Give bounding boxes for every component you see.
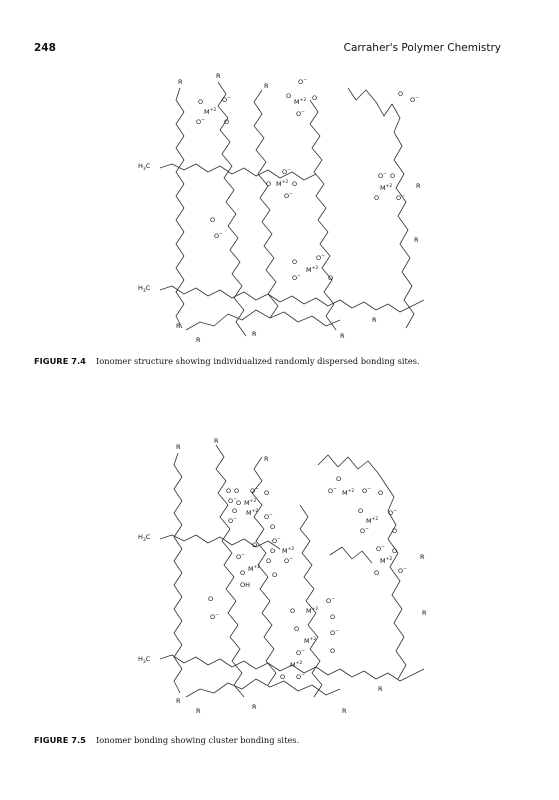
svg-text:M+2: $M^{+2}$ <box>282 547 295 555</box>
figure-7-5 <box>0 435 559 755</box>
svg-text:O−: O− <box>296 673 305 681</box>
svg-text:M+2: $M^{+2}$ <box>304 637 317 645</box>
r-group-label: R <box>420 553 425 561</box>
svg-text:O: O <box>270 547 276 555</box>
polymer-chain <box>348 88 414 328</box>
running-header <box>34 42 501 58</box>
r-group-label: R <box>178 78 183 86</box>
svg-text:O: O <box>392 547 398 555</box>
polymer-chain <box>160 164 316 180</box>
carboxylate-metal-site <box>292 254 333 282</box>
svg-text:O: O <box>294 625 300 633</box>
ionomer-structure-diagram <box>0 60 559 350</box>
r-group-label: R <box>252 330 257 338</box>
figure-label: FIGURE 7.4 <box>34 356 86 366</box>
svg-text:O: O <box>330 647 336 655</box>
figure-label: FIGURE 7.5 <box>34 735 86 745</box>
svg-text:O: O <box>280 673 286 681</box>
carboxylate-site <box>208 595 219 621</box>
svg-text:O−: O− <box>222 96 231 104</box>
carboxylate-metal-site <box>266 168 297 200</box>
r-group-label: R <box>214 437 219 445</box>
svg-text:O−: O− <box>396 194 405 202</box>
r-group-label: R <box>264 455 269 463</box>
figure-caption <box>34 356 420 366</box>
svg-text:M+2: $M^{+2}$ <box>244 499 257 507</box>
svg-text:O−: O− <box>296 649 305 657</box>
polymer-chain <box>300 505 322 697</box>
svg-text:O−: O− <box>272 537 281 545</box>
carboxylate-metal-site <box>280 625 339 681</box>
svg-text:O−: O− <box>228 517 237 525</box>
r-group-label: R <box>340 332 345 340</box>
svg-text:O: O <box>198 98 204 106</box>
ionomer-cluster-diagram <box>0 435 559 735</box>
svg-text:O−: O− <box>388 509 397 517</box>
svg-text:O−: O− <box>282 168 291 176</box>
carboxylate-metal-site <box>398 90 419 104</box>
svg-text:O: O <box>234 487 240 495</box>
svg-text:M+2: $M^{+2}$ <box>380 557 393 565</box>
svg-text:O: O <box>264 489 270 497</box>
svg-text:O: O <box>272 571 278 579</box>
r-group-label: R <box>264 82 269 90</box>
svg-text:O: O <box>374 194 380 202</box>
svg-text:OH: OH <box>240 581 251 589</box>
carboxylate-metal-site <box>196 96 231 126</box>
polymer-chain <box>310 100 336 330</box>
svg-text:O: O <box>240 569 246 577</box>
svg-text:O: O <box>330 613 336 621</box>
r-group-label: R <box>414 236 419 244</box>
r-group-label: R <box>416 182 421 190</box>
polymer-chain <box>160 535 280 549</box>
r-group-label: R <box>372 316 377 324</box>
caption-text: Ionomer bonding showing cluster bonding sites. <box>95 735 300 745</box>
methyl-label: $H_3C$ <box>138 162 151 172</box>
svg-text:O: O <box>336 475 342 483</box>
carboxylate-metal-site <box>328 475 383 497</box>
svg-text:M+2: $M^{+2}$ <box>246 509 259 517</box>
svg-text:M+2: $M^{+2}$ <box>306 266 319 274</box>
svg-text:O: O <box>358 507 364 515</box>
svg-text:O: O <box>292 258 298 266</box>
r-group-label: R <box>216 72 221 80</box>
svg-text:O−: O− <box>292 274 301 282</box>
carboxylate-site <box>210 216 223 240</box>
r-group-label: R <box>176 322 181 330</box>
svg-text:O−: O− <box>376 545 385 553</box>
figure-caption <box>34 735 299 745</box>
caption-text: Ionomer structure showing individualized randomly dispersed bonding sites. <box>95 356 420 366</box>
svg-text:O: O <box>290 607 296 615</box>
svg-text:O: O <box>286 92 292 100</box>
svg-text:M+2: $M^{+2}$ <box>276 180 289 188</box>
svg-text:O−: O− <box>328 487 337 495</box>
svg-text:M+2: $M^{+2}$ <box>294 98 307 106</box>
svg-text:O: O <box>208 595 214 603</box>
r-group-label: R <box>252 703 257 711</box>
figure-7-4 <box>0 60 559 366</box>
r-group-label: R <box>422 609 427 617</box>
svg-text:O: O <box>292 180 298 188</box>
svg-text:O−: O− <box>362 487 371 495</box>
polymer-chain <box>330 547 372 563</box>
svg-text:O−: O− <box>326 597 335 605</box>
polymer-chain <box>186 310 340 330</box>
svg-text:O−: O− <box>236 553 245 561</box>
svg-text:O: O <box>224 118 230 126</box>
r-group-label: R <box>342 707 347 715</box>
carboxylate-metal-site <box>290 597 335 621</box>
svg-text:O: O <box>236 499 242 507</box>
svg-text:M+2: $M^{+2}$ <box>290 661 303 669</box>
svg-text:O−: O− <box>228 497 237 505</box>
svg-text:O: O <box>270 523 276 531</box>
svg-text:O−: O− <box>264 513 273 521</box>
svg-text:M+2: $M^{+2}$ <box>204 108 217 116</box>
svg-text:O: O <box>226 487 232 495</box>
page-number: 248 <box>34 42 56 54</box>
svg-text:O−: O− <box>410 96 419 104</box>
carboxylate-metal-site <box>374 172 405 202</box>
carboxylate-metal-site <box>286 78 317 118</box>
methyl-label: $H_3C$ <box>138 284 151 294</box>
svg-text:O: O <box>378 489 384 497</box>
svg-text:O−: O− <box>296 110 305 118</box>
svg-text:O−: O− <box>360 527 369 535</box>
svg-text:O: O <box>398 90 404 98</box>
svg-text:O−: O− <box>196 118 205 126</box>
svg-text:O−: O− <box>214 232 223 240</box>
book-title: Carraher's Polymer Chemistry <box>343 42 501 54</box>
svg-text:O: O <box>374 569 380 577</box>
svg-text:O: O <box>252 541 258 549</box>
polymer-chain <box>186 679 340 697</box>
svg-text:O: O <box>210 216 216 224</box>
r-group-label: R <box>378 685 383 693</box>
svg-text:M+2: $M^{+2}$ <box>342 489 355 497</box>
polymer-chain <box>176 88 184 328</box>
svg-text:M+2: $M^{+2}$ <box>248 565 261 573</box>
carboxylate-metal-site <box>358 507 397 535</box>
svg-text:O−: O− <box>210 613 219 621</box>
svg-text:O−: O− <box>284 192 293 200</box>
r-group-label: R <box>176 443 181 451</box>
r-group-label: R <box>176 697 181 705</box>
carboxylate-metal-site <box>374 545 407 577</box>
svg-text:O−: O− <box>398 567 407 575</box>
svg-text:O: O <box>392 527 398 535</box>
svg-text:O: O <box>328 274 334 282</box>
polymer-chain <box>254 90 278 318</box>
methyl-label: $H_3C$ <box>138 655 151 665</box>
svg-text:M+2: $M^{+2}$ <box>366 517 379 525</box>
svg-text:O−: O− <box>298 78 307 86</box>
methyl-label: $H_3C$ <box>138 533 151 543</box>
svg-text:O−: O− <box>330 629 339 637</box>
svg-text:O: O <box>312 94 318 102</box>
svg-text:M+2: $M^{+2}$ <box>380 184 393 192</box>
polymer-chain <box>160 286 424 312</box>
svg-text:M+2: $M^{+2}$ <box>306 607 319 615</box>
r-group-label: R <box>196 336 201 344</box>
svg-text:O: O <box>390 172 396 180</box>
r-group-label: R <box>196 707 201 715</box>
svg-text:O−: O− <box>284 557 293 565</box>
svg-text:O: O <box>266 180 272 188</box>
svg-text:O: O <box>266 557 272 565</box>
svg-text:O−: O− <box>378 172 387 180</box>
svg-text:O: O <box>232 507 238 515</box>
svg-text:O−: O− <box>250 487 259 495</box>
svg-text:O−: O− <box>316 254 325 262</box>
